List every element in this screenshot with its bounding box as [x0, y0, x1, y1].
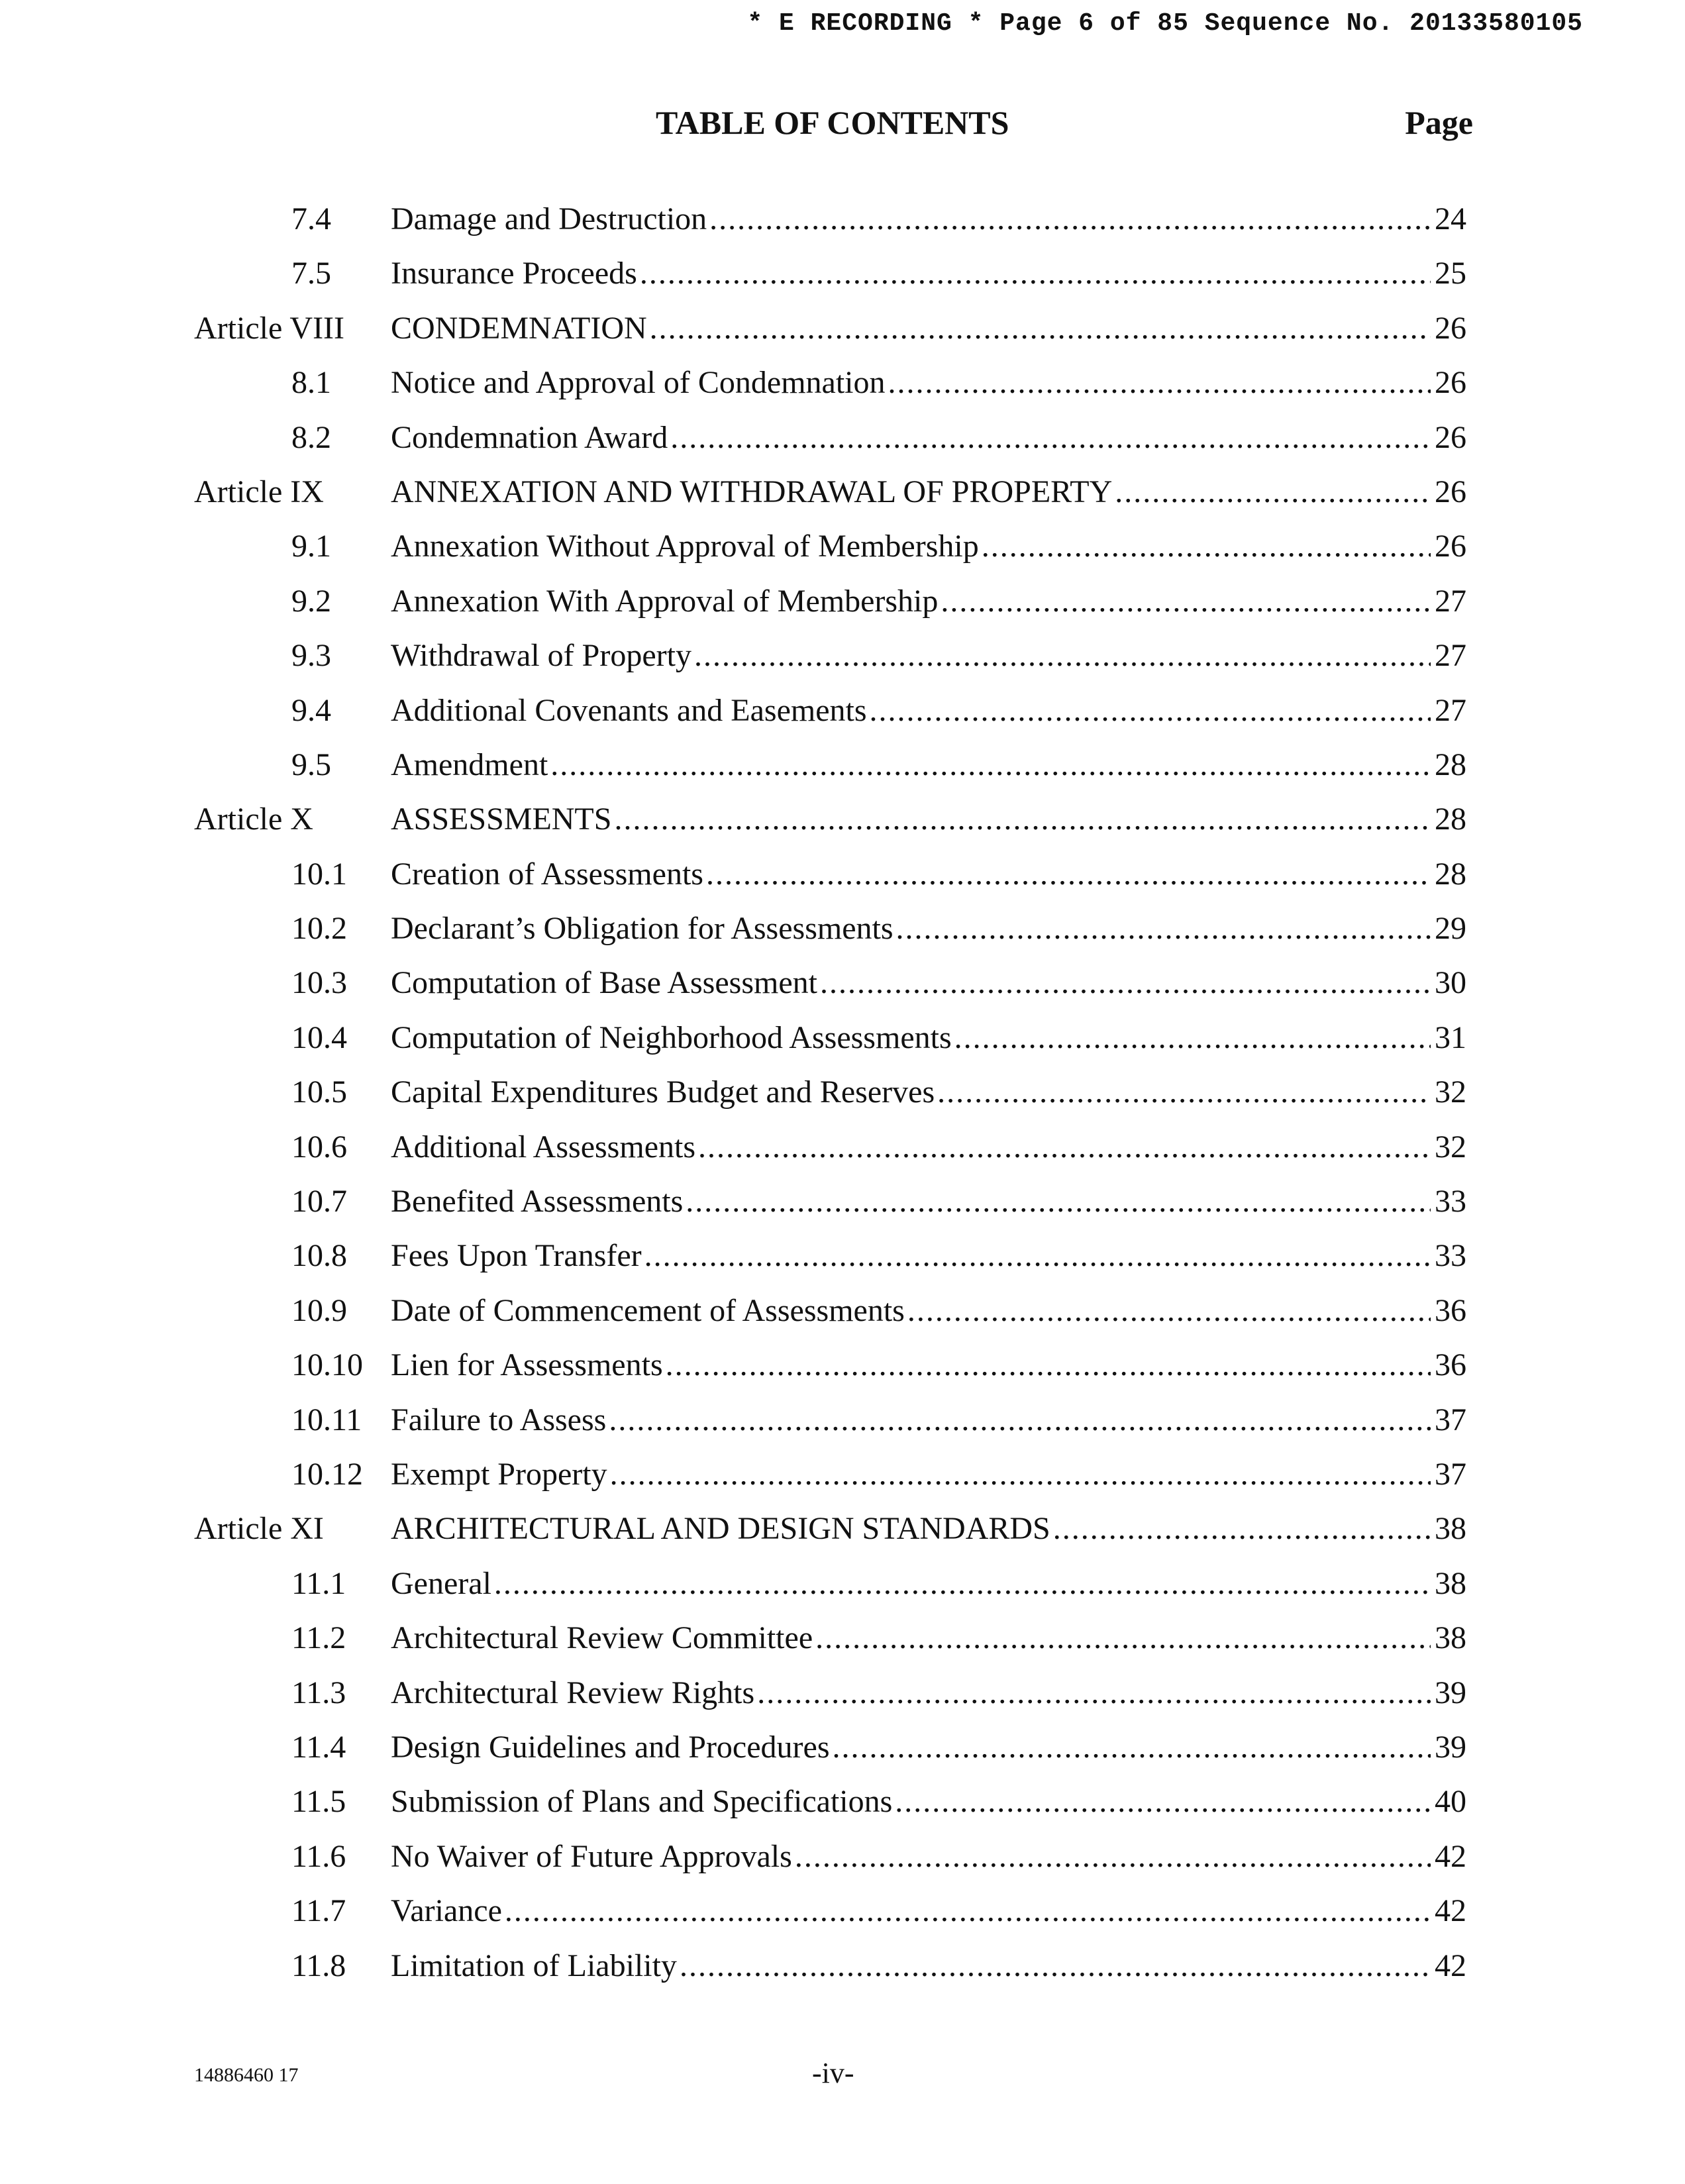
toc-page-number: 27: [1435, 692, 1466, 728]
toc-page-number: 38: [1435, 1565, 1466, 1601]
dot-leader: [941, 574, 1431, 629]
toc-section-row: [0, 1338, 1685, 1392]
toc-label: Computation of Base Assessment: [391, 965, 817, 1001]
toc-number: 10.7: [291, 1184, 347, 1220]
toc-label: Notice and Approval of Condemnation: [391, 365, 886, 401]
toc-entry: [391, 847, 1466, 902]
toc-number: 11.6: [291, 1838, 346, 1874]
toc-number: 9.3: [291, 638, 331, 674]
toc-label: Capital Expenditures Budget and Reserves: [391, 1074, 935, 1110]
toc-label: Exempt Property: [391, 1456, 607, 1492]
toc-entry: [391, 356, 1466, 410]
toc-number: 11.4: [291, 1729, 346, 1765]
toc-entry: [391, 1174, 1466, 1229]
toc-label: General: [391, 1565, 491, 1601]
toc-entry: [391, 411, 1466, 465]
toc-label: Lien for Assessments: [391, 1347, 663, 1383]
toc-number: 7.4: [291, 201, 331, 236]
dot-leader: [820, 956, 1431, 1010]
toc-article-row: [0, 301, 1685, 356]
toc-label: No Waiver of Future Approvals: [391, 1838, 792, 1874]
toc-page-number: 38: [1435, 1620, 1466, 1656]
toc-entry: [391, 1393, 1466, 1447]
toc-page-number: 26: [1435, 529, 1466, 564]
dot-leader: [670, 411, 1431, 465]
toc-section-row: [0, 1174, 1685, 1229]
page-column-heading: Page: [1405, 104, 1473, 141]
toc-section-row: [0, 1830, 1685, 1884]
dot-leader: [709, 192, 1431, 246]
toc-label: Damage and Destruction: [391, 201, 707, 236]
toc-section-row: [0, 574, 1685, 629]
toc-label: CONDEMNATION: [391, 310, 647, 346]
toc-section-row: [0, 411, 1685, 465]
toc-entry: [391, 301, 1466, 356]
toc-number: 9.5: [291, 747, 331, 782]
toc-entry: [391, 1884, 1466, 1938]
toc-page-number: 33: [1435, 1184, 1466, 1220]
toc-number: 10.12: [291, 1456, 363, 1492]
toc-page-number: 36: [1435, 1347, 1466, 1383]
toc-page-number: 42: [1435, 1948, 1466, 1983]
dot-leader: [650, 301, 1431, 356]
toc-section-row: [0, 356, 1685, 410]
dot-leader: [1053, 1502, 1431, 1556]
toc-section-row: [0, 1884, 1685, 1938]
toc-entry: [391, 465, 1466, 519]
dot-leader: [494, 1557, 1431, 1611]
toc-page-number: 31: [1435, 1019, 1466, 1055]
dot-leader: [757, 1666, 1431, 1720]
dot-leader: [833, 1720, 1431, 1775]
toc-label: Benefited Assessments: [391, 1184, 684, 1220]
toc-label: Amendment: [391, 747, 548, 782]
dot-leader: [706, 847, 1431, 902]
toc-label: Insurance Proceeds: [391, 256, 637, 291]
toc-entry: [391, 1065, 1466, 1119]
toc-label: Limitation of Liability: [391, 1948, 677, 1983]
toc-label: Submission of Plans and Specifications: [391, 1784, 893, 1820]
toc-page-number: 39: [1435, 1675, 1466, 1710]
toc-number: 10.11: [291, 1402, 362, 1437]
toc-entry: [391, 1720, 1466, 1775]
toc-entry: [391, 1775, 1466, 1829]
toc-label: Annexation Without Approval of Membership: [391, 529, 979, 564]
toc-number: 10.6: [291, 1129, 347, 1165]
dot-leader: [686, 1174, 1431, 1229]
toc-number: 10.3: [291, 965, 347, 1001]
toc-number: 9.4: [291, 692, 331, 728]
dot-leader: [982, 519, 1431, 574]
dot-leader: [888, 356, 1431, 410]
dot-leader: [666, 1338, 1431, 1392]
dot-leader: [896, 902, 1431, 956]
toc-page-number: 37: [1435, 1456, 1466, 1492]
toc-entry: [391, 1229, 1466, 1283]
toc-number: Article X: [194, 802, 313, 837]
toc-label: Annexation With Approval of Membership: [391, 583, 939, 619]
toc-section-row: [0, 1229, 1685, 1283]
dot-leader: [1115, 465, 1431, 519]
toc-entry: [391, 738, 1466, 792]
toc-entry: [391, 192, 1466, 246]
dot-leader: [610, 1447, 1431, 1502]
toc-section-row: [0, 1284, 1685, 1338]
toc-number: 11.1: [291, 1565, 346, 1601]
toc-section-row: [0, 1775, 1685, 1829]
toc-entry: [391, 1338, 1466, 1392]
toc-page-number: 26: [1435, 365, 1466, 401]
toc-entry: [391, 1120, 1466, 1174]
dot-leader: [698, 1120, 1431, 1174]
toc-label: Architectural Review Committee: [391, 1620, 813, 1656]
toc-number: 11.3: [291, 1675, 346, 1710]
toc-label: Condemnation Award: [391, 419, 668, 455]
toc-page-number: 28: [1435, 747, 1466, 782]
toc-page-number: 40: [1435, 1784, 1466, 1820]
toc-page-number: 26: [1435, 419, 1466, 455]
toc-entry: [391, 1666, 1466, 1720]
table-of-contents: [0, 192, 1685, 1993]
toc-section-row: [0, 738, 1685, 792]
toc-label: ANNEXATION AND WITHDRAWAL OF PROPERTY: [391, 474, 1113, 509]
toc-entry: [391, 1011, 1466, 1065]
toc-entry: [391, 902, 1466, 956]
toc-section-row: [0, 1720, 1685, 1775]
toc-entry: [391, 1447, 1466, 1502]
toc-page-number: 33: [1435, 1238, 1466, 1274]
toc-entry: [391, 1830, 1466, 1884]
toc-entry: [391, 246, 1466, 301]
dot-leader: [694, 629, 1431, 683]
toc-entry: [391, 684, 1466, 738]
toc-section-row: [0, 956, 1685, 1010]
toc-label: Design Guidelines and Procedures: [391, 1729, 830, 1765]
toc-page-number: 36: [1435, 1292, 1466, 1328]
toc-section-row: [0, 847, 1685, 902]
dot-leader: [644, 1229, 1431, 1283]
toc-number: 10.9: [291, 1292, 347, 1328]
toc-number: 11.8: [291, 1948, 346, 1983]
dot-leader: [937, 1065, 1431, 1119]
toc-page-number: 24: [1435, 201, 1466, 236]
toc-section-row: [0, 1939, 1685, 1993]
toc-label: Creation of Assessments: [391, 856, 703, 892]
dot-leader: [609, 1393, 1431, 1447]
toc-number: 11.5: [291, 1784, 346, 1820]
toc-label: Failure to Assess: [391, 1402, 607, 1437]
toc-page-number: 30: [1435, 965, 1466, 1001]
toc-page-number: 26: [1435, 310, 1466, 346]
toc-section-row: [0, 1447, 1685, 1502]
toc-page-number: 32: [1435, 1074, 1466, 1110]
toc-section-row: [0, 1393, 1685, 1447]
toc-label: Fees Upon Transfer: [391, 1238, 642, 1274]
page-folio: -iv-: [812, 2057, 854, 2089]
toc-page-number: 38: [1435, 1511, 1466, 1547]
toc-entry: [391, 792, 1466, 847]
toc-number: Article VIII: [194, 310, 345, 346]
toc-entry: [391, 956, 1466, 1010]
toc-label: Date of Commencement of Assessments: [391, 1292, 905, 1328]
toc-number: 11.7: [291, 1893, 346, 1929]
toc-page-number: 32: [1435, 1129, 1466, 1165]
toc-number: 10.8: [291, 1238, 347, 1274]
toc-entry: [391, 1284, 1466, 1338]
toc-entry: [391, 1611, 1466, 1665]
toc-page-number: 26: [1435, 474, 1466, 509]
dot-leader: [895, 1775, 1431, 1829]
toc-number: 8.2: [291, 419, 331, 455]
toc-number: Article XI: [194, 1511, 324, 1547]
toc-number: 10.2: [291, 911, 347, 947]
toc-article-row: [0, 792, 1685, 847]
toc-entry: [391, 1557, 1466, 1611]
toc-article-row: [0, 1502, 1685, 1556]
toc-section-row: [0, 1611, 1685, 1665]
dot-leader: [550, 738, 1431, 792]
dot-leader: [680, 1939, 1431, 1993]
toc-number: 11.2: [291, 1620, 346, 1656]
toc-page-number: 39: [1435, 1729, 1466, 1765]
toc-label: Architectural Review Rights: [391, 1675, 755, 1710]
toc-page-number: 37: [1435, 1402, 1466, 1437]
toc-number: 10.1: [291, 856, 347, 892]
toc-number: 9.2: [291, 583, 331, 619]
toc-number: 10.10: [291, 1347, 363, 1383]
toc-label: ARCHITECTURAL AND DESIGN STANDARDS: [391, 1511, 1050, 1547]
toc-number: 10.5: [291, 1074, 347, 1110]
dot-leader: [954, 1011, 1431, 1065]
toc-section-row: [0, 1065, 1685, 1119]
toc-section-row: [0, 684, 1685, 738]
page-title: TABLE OF CONTENTS: [656, 104, 1009, 141]
toc-label: ASSESSMENTS: [391, 802, 612, 837]
toc-section-row: [0, 1666, 1685, 1720]
toc-page-number: 42: [1435, 1838, 1466, 1874]
toc-number: 7.5: [291, 256, 331, 291]
toc-page-number: 29: [1435, 911, 1466, 947]
toc-label: Additional Assessments: [391, 1129, 696, 1165]
toc-page-number: 28: [1435, 856, 1466, 892]
dot-leader: [640, 246, 1431, 301]
recording-stamp: * E RECORDING * Page 6 of 85 Sequence No. 20133580105: [747, 9, 1583, 38]
dot-leader: [907, 1284, 1431, 1338]
toc-page-number: 27: [1435, 638, 1466, 674]
toc-label: Declarant’s Obligation for Assessments: [391, 911, 894, 947]
toc-section-row: [0, 1120, 1685, 1174]
document-number: 14886460 17: [194, 2064, 299, 2086]
toc-number: 10.4: [291, 1019, 347, 1055]
dot-leader: [614, 792, 1431, 847]
toc-label: Computation of Neighborhood Assessments: [391, 1019, 952, 1055]
toc-entry: [391, 574, 1466, 629]
toc-entry: [391, 1502, 1466, 1556]
toc-section-row: [0, 1011, 1685, 1065]
toc-number: Article IX: [194, 474, 324, 509]
toc-section-row: [0, 246, 1685, 301]
toc-article-row: [0, 465, 1685, 519]
toc-label: Withdrawal of Property: [391, 638, 691, 674]
toc-section-row: [0, 192, 1685, 246]
toc-entry: [391, 519, 1466, 574]
toc-section-row: [0, 902, 1685, 956]
toc-section-row: [0, 1557, 1685, 1611]
toc-page-number: 27: [1435, 583, 1466, 619]
toc-label: Variance: [391, 1893, 502, 1929]
dot-leader: [505, 1884, 1431, 1938]
toc-number: 8.1: [291, 365, 331, 401]
toc-entry: [391, 629, 1466, 683]
toc-page-number: 42: [1435, 1893, 1466, 1929]
toc-page-number: 25: [1435, 256, 1466, 291]
toc-page-number: 28: [1435, 802, 1466, 837]
toc-entry: [391, 1939, 1466, 1993]
toc-label: Additional Covenants and Easements: [391, 692, 867, 728]
dot-leader: [795, 1830, 1431, 1884]
toc-section-row: [0, 629, 1685, 683]
dot-leader: [870, 684, 1431, 738]
toc-number: 9.1: [291, 529, 331, 564]
dot-leader: [815, 1611, 1431, 1665]
toc-section-row: [0, 519, 1685, 574]
